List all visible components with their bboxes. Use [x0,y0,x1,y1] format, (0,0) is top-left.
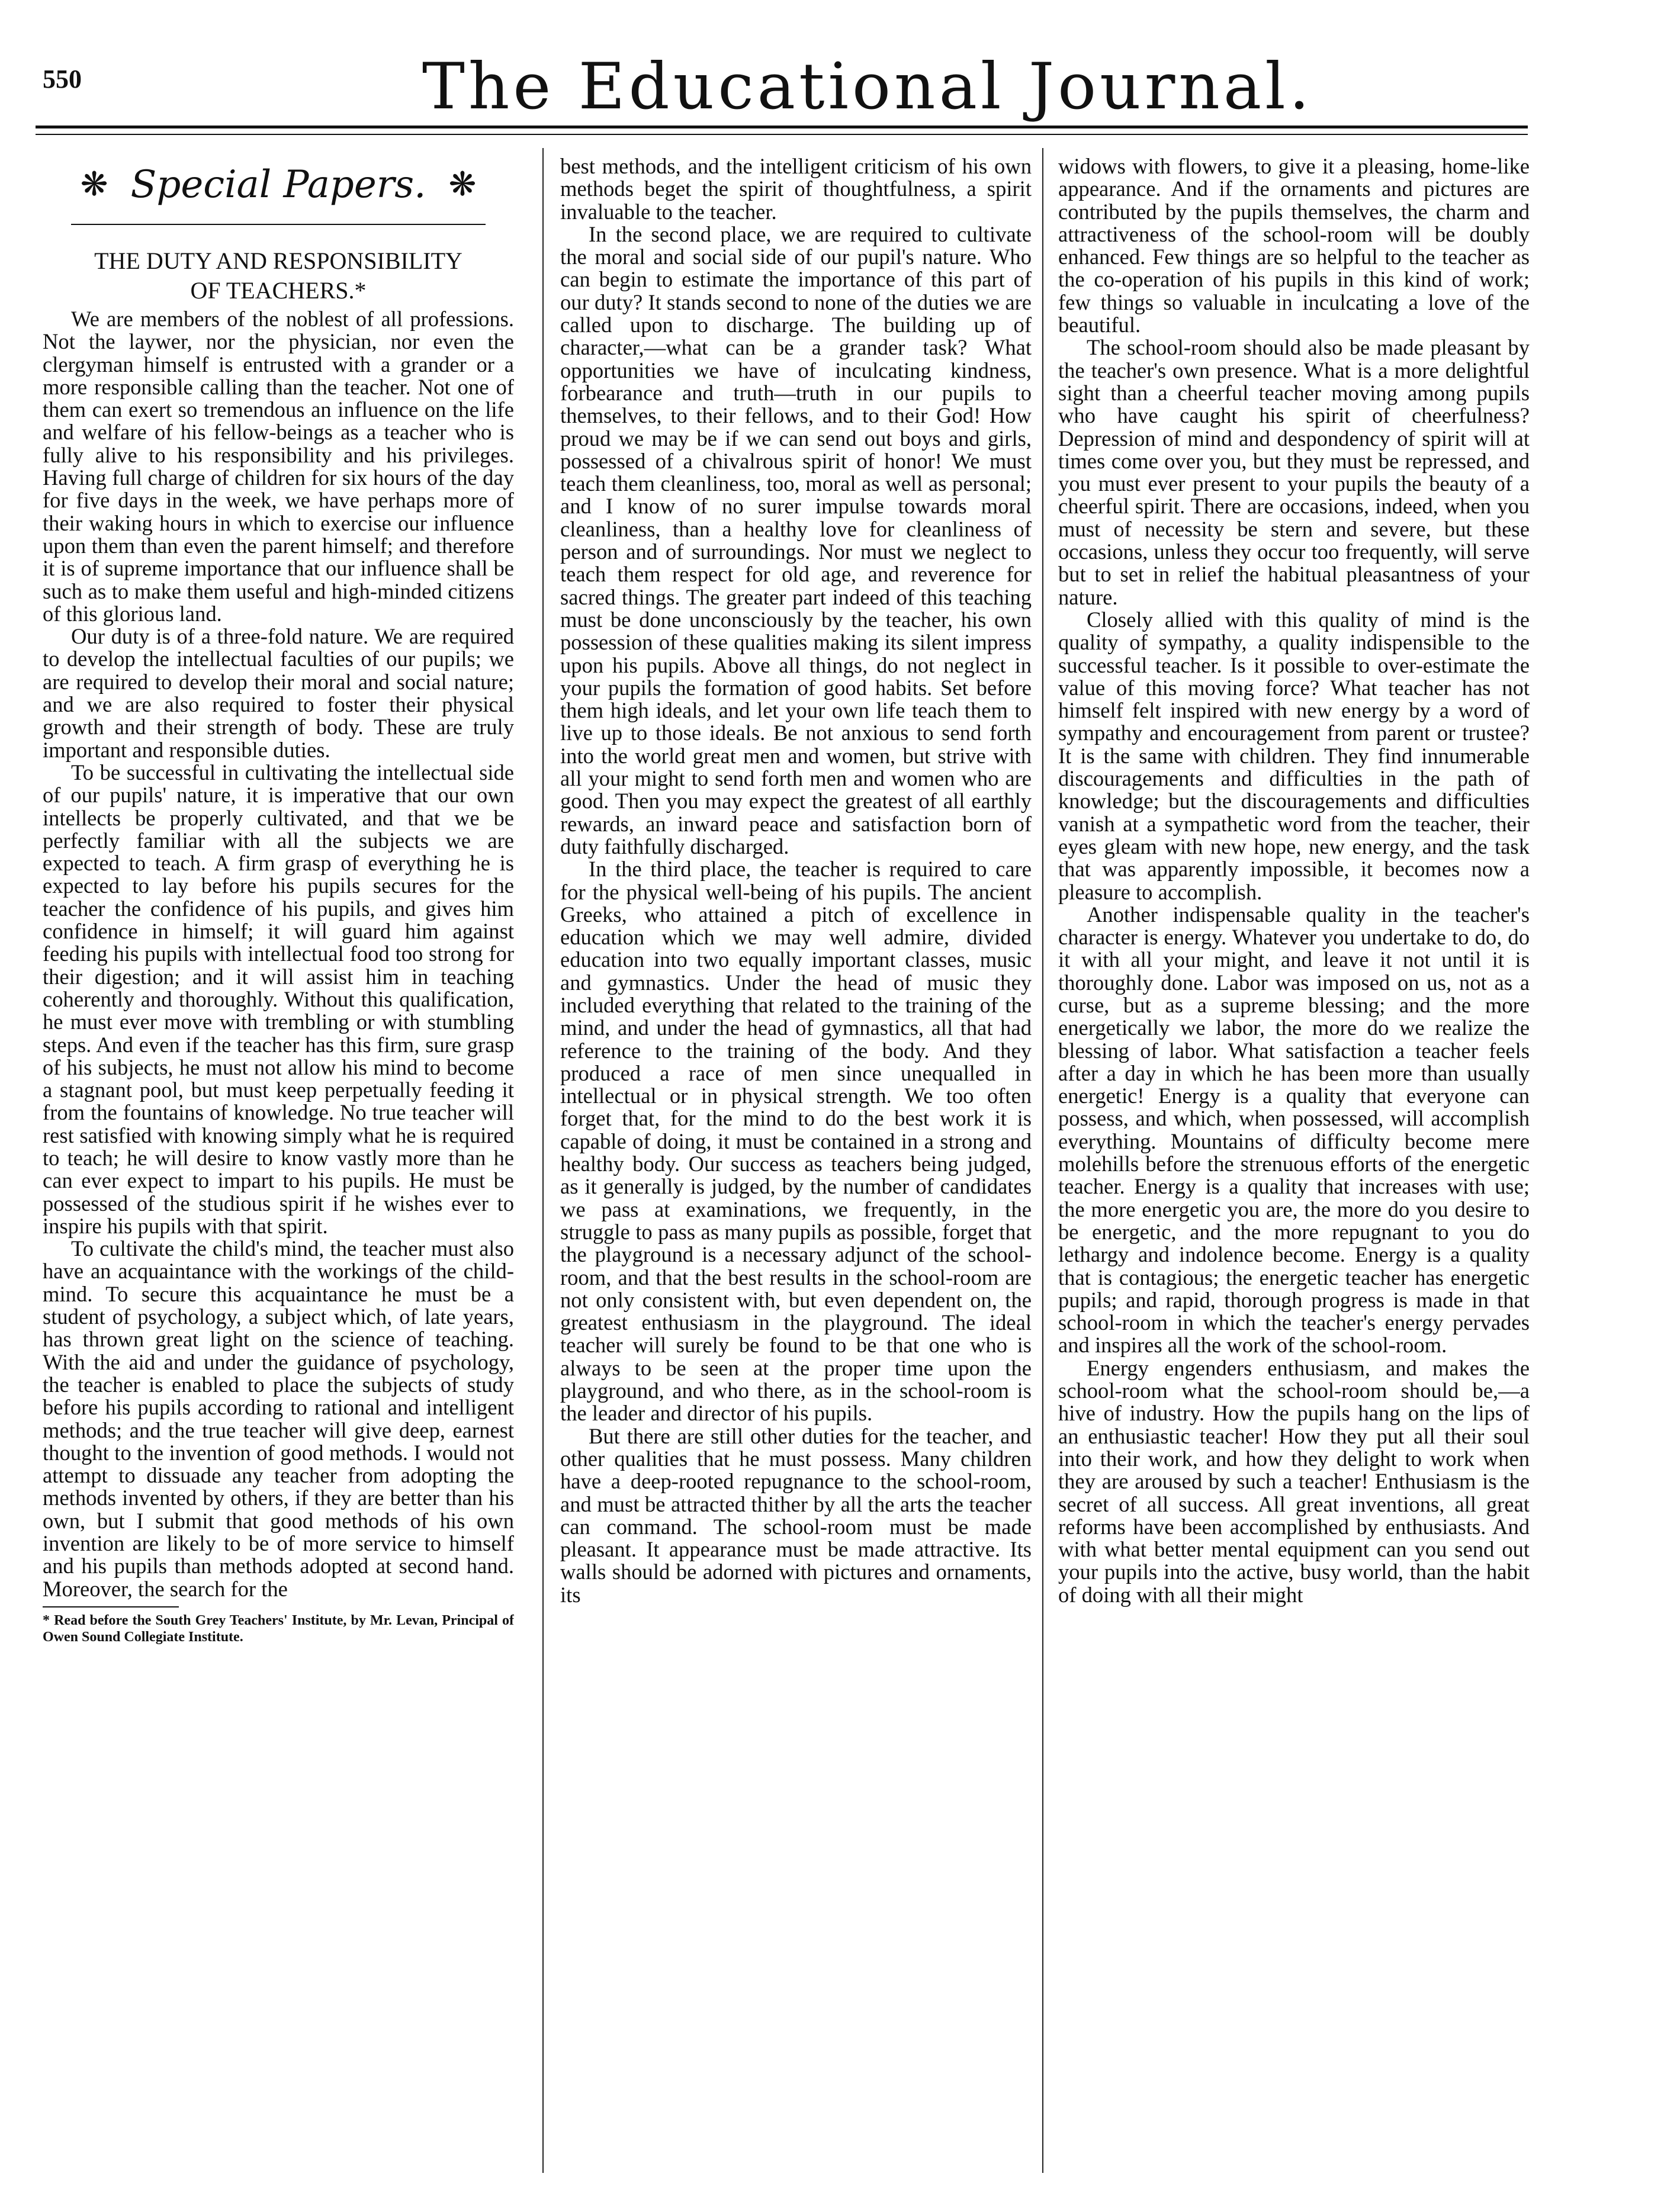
paragraph: widows with flowers, to give it a pleasing, home-like appearance. And if the ornaments and pictures are contributed by the pupils themselves, the charm and attractiveness of the school-room will be doubly enhanced. Few things are so helpful to the teacher as the co-operation of his pupils in this kind of work; few things so valuable in inculcating a love of the beautiful. [1058,155,1530,337]
paragraph: In the second place, we are required to cultivate the moral and social side of our pupil's nature. Who can begin to estimate the importance of this part of our duty? It stands second to none of the duties we are called upon to discharge. The building up of character,—what can be a grander task? What opportunities we have of inculcating kindness, forbearance and truth—truth in our pupils to themselves, to their fellows, and to their God! How proud we may be if we can send out boys and girls, possessed of a chivalrous spirit of honor! We must teach them cleanliness, too, moral as well as personal; and I know of no surer impulse towards moral cleanliness, than a healthy love for cleanliness of person and of surroundings. Nor must we neglect to teach them respect for old age, and reverence for sacred things. The greater part indeed of this teaching must be done unconsciously by the teacher, his own possession of these qualities making its silent impress upon his pupils. Above all things, do not neglect in your pupils the formation of good habits. Set before them high ideals, and let your own life teach them to live up to those ideals. Be not anxious to send forth into the world great men and women, but strive with all your might to send forth men and women who are good. Then you may expect the greatest of all earthly rewards, an inward peace and satisfaction born of duty faithfully discharged. [560,221,1032,859]
column-1 [43,155,514,2180]
paragraph: Closely allied with this quality of mind is the quality of sympathy, a quality indispensible to the successful teacher. Is it possible to over-estimate the value of this moving force? What teacher has not himself felt inspired with new energy by a word of sympathy and encouragement from parent or trustee? It is the same with children. They find innumerable discouragements and difficulties in the path of knowledge; but the discouragements and difficulties vanish at a sympathetic word from the teacher, their eyes gleam with new hope, new energy, and the task that was apparently impossible, it becomes now a pleasure to accomplish. [1058,607,1530,904]
paragraph: To cultivate the child's mind, the teacher must also have an acquaintance with the workings of the child-mind. To secure this acquaintance he must be a student of psychology, a subject which, of late years, has thrown great light on the science of teaching. With the aid and under the guidance of psychology, the teacher is enabled to place the subjects of study before his pupils according to rational and intelligent methods; and the true teacher will give deep, earnest thought to the invention of good methods. I would not attempt to dissuade any teacher from adopting the methods invented by others, if they are better than his own, but I submit that good methods of his own invention are likely to be of more service to himself and his pupils than methods adopted at second hand. Moreover, the search for the [43,1236,514,1601]
paragraph: We are members of the noblest of all professions. Not the laywer, nor the physician, nor even the clergyman himself is entrusted with a grander or a more responsible calling than the teacher. Not one of them can exert so tremendous an influence on the life and welfare of his fellow-beings as a teacher who is fully alive to his responsibility and his privileges. Having full charge of children for six hours of the day for five days in the week, we have perhaps more of their waking hours in which to exercise our influence upon them than even the parent himself; and therefore it is of supreme importance that our influence shall be such as to make them useful and high-minded citizens of this glorious land. [43,307,514,626]
footnote: * Read before the South Grey Teachers' Institute, by Mr. Levan, Principal of Owen Sound Collegiate Institute. [43,1612,514,1645]
header-rule-thin [36,134,1528,135]
paragraph: The school-room should also be made pleasant by the teacher's own presence. What is a more delightful sight than a cheerful teacher moving among pupils who have caught his spirit of cheerfulness? Depression of mind and despondency of spirit will at times come over you, but they must be repressed, and you must ever present to your pupils the beauty of a cheerful spirit. There are occasions, indeed, when you must of necessity be stern and severe, but these occasions, unless they occur too frequently, will serve but to set in relief the habitual pleasantness of your nature. [1058,335,1530,609]
paragraph: Our duty is of a three-fold nature. We are required to develop the intellectual faculties of our pupils; we are required to develop their moral and social nature; and we are also required to foster their physical growth and their strength of body. These are truly important and responsible duties. [43,624,514,762]
asterisk-flower-icon: ❋ [448,165,477,204]
footnote-rule [43,1606,179,1607]
page-number: 550 [43,65,82,94]
paragraph: Another indispensable quality in the teacher's character is energy. Whatever you undertake to do, do it with all your might, and leave it not until it is thoroughly done. Labor was imposed on us, not as a curse, but as a supreme blessing; and the more energetically we labor, the more do we realize the blessing of labor. What satisfaction a teacher feels after a day in which he has been more than usually energetic! Energy is a quality that everyone can possess, and which, when possessed, will accomplish everything. Mountains of difficulty become mere molehills before the strenuous efforts of the energetic teacher. Energy is a quality that increases with use; the more energetic you are, the more do you desire to be energetic, and the more repugnant to you do lethargy and indolence become. Energy is a quality that is contagious; the energetic teacher has energetic pupils; and rapid, thorough progress is made in that school-room in which the teacher's energy pervades and inspires all the work of the school-room. [1058,902,1530,1358]
column-3 [1058,155,1530,2180]
journal-title: The Educational Journal. [422,50,1313,124]
section-rule [71,224,486,225]
article-title-line-1: THE DUTY AND RESPONSIBILITY [94,247,462,274]
column-divider [1042,148,1043,2173]
paragraph: Energy engenders enthusiasm, and makes the school-room what the school-room should be,—a hive of industry. How the pupils hang on the lips of an enthusiastic teacher! How they put all their soul into their work, and how they delight to work when they are aroused by such a teacher! Enthusiasm is the secret of all success. All great inventions, all great reforms have been accomplished by enthusiasts. And with what better mental equipment can you send out your pupils into the active, busy world, than the habit of doing with all their might [1058,1355,1530,1607]
section-heading-text: Special Papers. [130,162,426,207]
header-rule [36,126,1528,128]
column-divider [542,148,544,2173]
asterisk-flower-icon: ❋ [80,165,108,204]
paragraph: But there are still other duties for the teacher, and other qualities that he must possess. Many children have a deep-rooted repugnance to the school-room, and must be attracted thither by all the arts the teacher can command. The school-room must be made pleasant. It appearance must be made attractive. Its walls should be adorned with pictures and ornaments, its [560,1423,1032,1607]
paragraph: best methods, and the intelligent criticism of his own methods beget the spirit of thoughtfulness, a spirit invaluable to the teacher. [560,155,1032,224]
paragraph: In the third place, the teacher is required to care for the physical well-being of his pupils. The ancient Greeks, who attained a pitch of excellence in education which we may well admire, divided education into two equally important classes, music and gymnastics. Under the head of music they included everything that related to the training of the mind, and under the head of gymnastics, all that had reference to the training of the body. And they produced a race of men since unequalled in intellectual or in physical strength. We too often forget that, for the mind to do the best work it is capable of doing, it must be contained in a strong and healthy body. Our success as teachers being judged, as it generally is judged, by the number of candidates we pass at examinations, we frequently, in the struggle to pass as many pupils as possible, forget that the playground is a necessary adjunct of the school-room, and that the best results in the school-room are not only consistent with, but even dependent on, the greatest enthusiasm in the playground. The ideal teacher will surely be found to be that one who is always to be seen at the proper time upon the playground, and who there, as in the school-room is the leader and director of his pupils. [560,857,1032,1426]
article-title [43,246,514,306]
column-2 [560,155,1032,2180]
paragraph: To be successful in cultivating the intellectual side of our pupils' nature, it is imperative that our own intellects be properly cultivated, and that we be perfectly familiar with all the subjects we are expected to teach. A firm grasp of everything he is expected to lay before his pupils secures for the teacher the confidence of his pupils, and gives him confidence in himself; it will guard him against feeding his pupils with intellectual food too strong for their digestion; and it will assist him in teaching coherently and thoroughly. Without this qualification, he must ever move with trembling or with stumbling steps. And even if the teacher has this firm, sure grasp of his subjects, he must not allow his mind to become a stagnant pool, but must keep perpetually feeding it from the fountains of knowledge. No true teacher will rest satisfied with knowing simply what he is required to teach; he will desire to know vastly more than he can ever expect to impart to his pupils. He must be possessed of the studious spirit if he wishes ever to inspire his pupils with that spirit. [43,760,514,1238]
article-title-line-2: OF TEACHERS.* [190,277,367,304]
section-heading [43,155,514,214]
